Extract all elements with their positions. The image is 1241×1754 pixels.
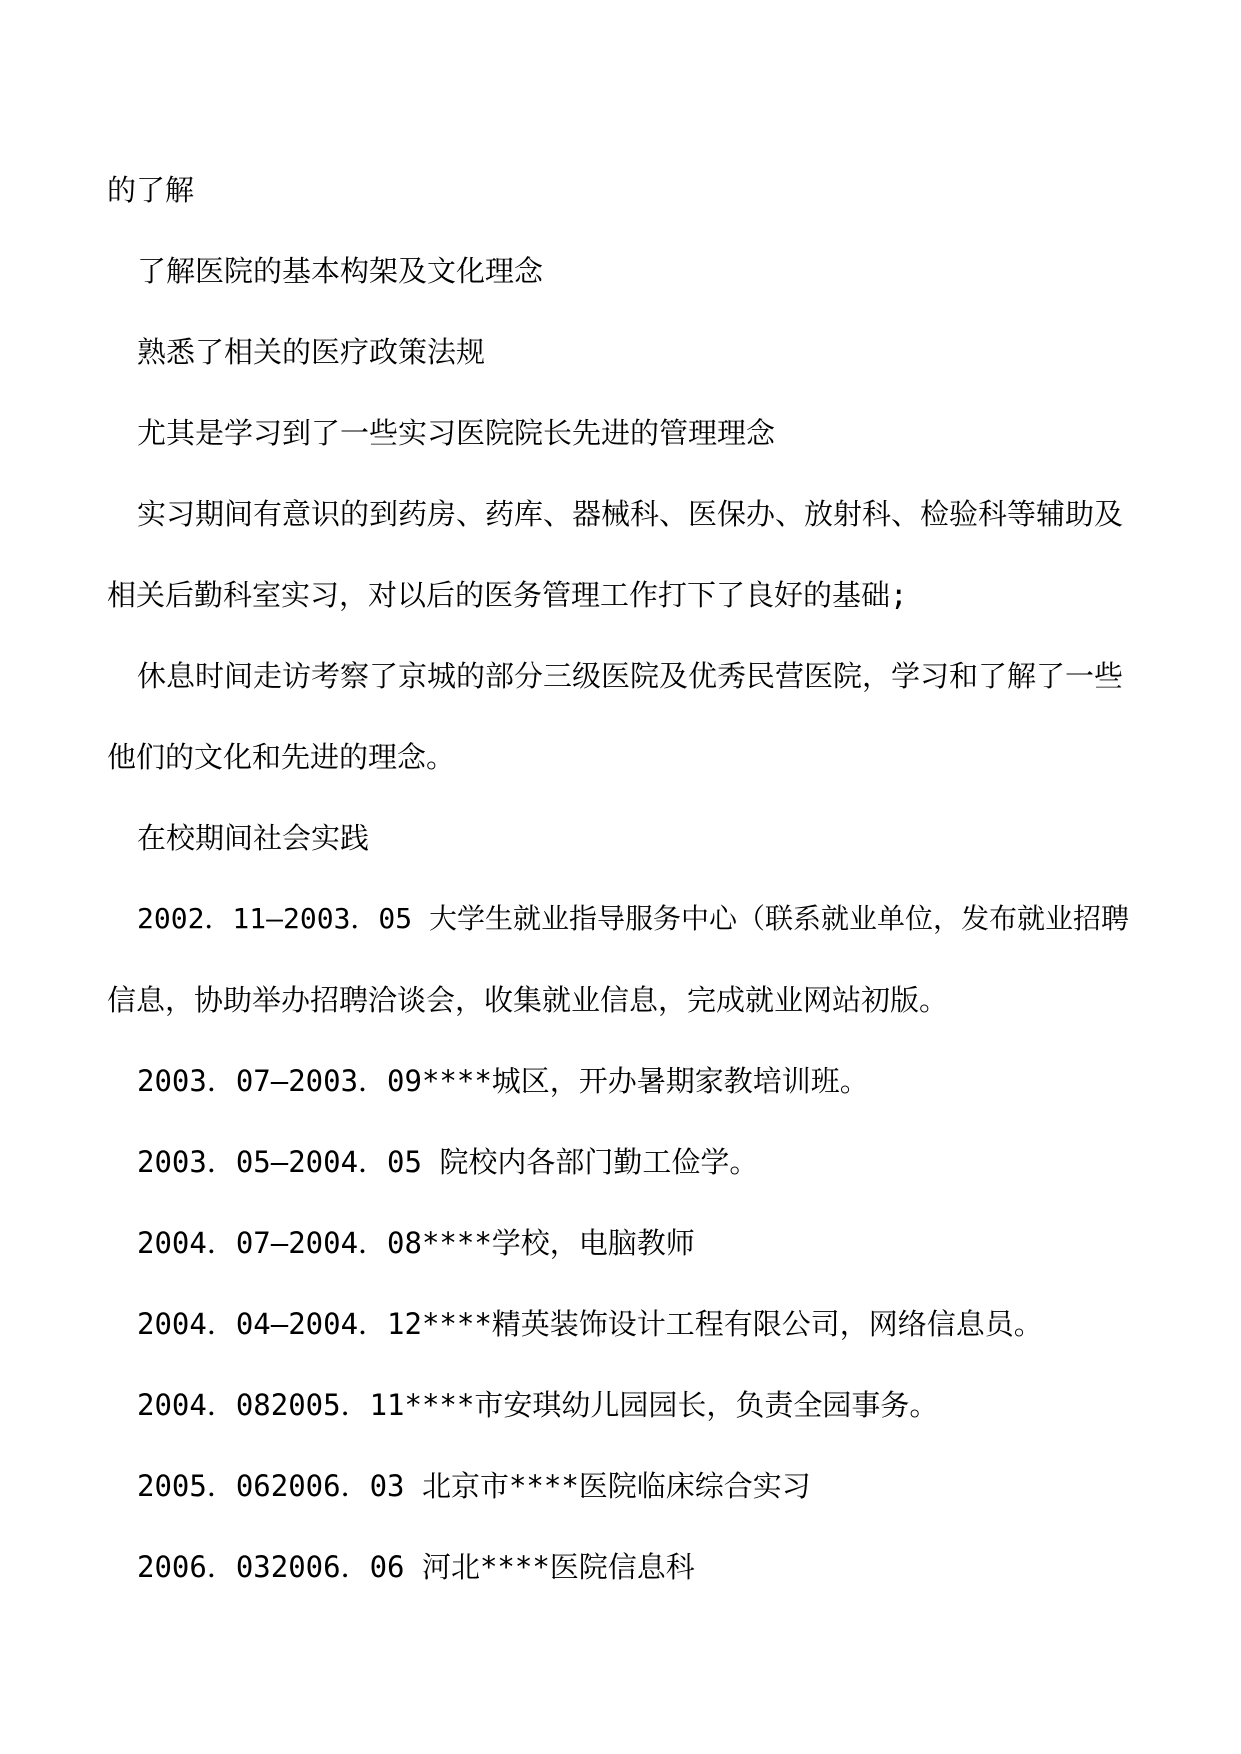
text-line: 尤其是学习到了一些实习医院院长先进的管理理念 — [137, 416, 776, 450]
text-line: 信息，协助举办招聘洽谈会，收集就业信息，完成就业网站初版。 — [107, 983, 949, 1017]
text-line: 熟悉了相关的医疗政策法规 — [137, 335, 486, 369]
text-line: 实习期间有意识的到药房、药库、器械科、医保办、放射科、检验科等辅助及 — [137, 497, 1124, 531]
text-line: 了解医院的基本构架及文化理念 — [137, 254, 544, 288]
text-line: 2003．05—2004．05 院校内各部门勤工俭学。 — [137, 1145, 759, 1179]
text-line: 2005．062006．03 北京市****医院临床综合实习 — [137, 1469, 811, 1503]
text-line: 的了解 — [107, 173, 195, 207]
text-line: 他们的文化和先进的理念。 — [107, 740, 456, 774]
text-line: 2004．04—2004．12****精英装饰设计工程有限公司，网络信息员。 — [137, 1307, 1043, 1341]
text-line: 相关后勤科室实习，对以后的医务管理工作打下了良好的基础; — [107, 578, 908, 612]
text-line: 在校期间社会实践 — [137, 821, 370, 855]
text-line: 2004．082005．11****市安琪幼儿园园长，负责全园事务。 — [137, 1388, 939, 1422]
text-line: 休息时间走访考察了京城的部分三级医院及优秀民营医院，学习和了解了一些 — [137, 659, 1124, 693]
text-line: 2006．032006．06 河北****医院信息科 — [137, 1550, 695, 1584]
text-line: 2004．07—2004．08****学校，电脑教师 — [137, 1226, 695, 1260]
text-line: 2003．07—2003．09****城区，开办暑期家教培训班。 — [137, 1064, 869, 1098]
text-line: 2002．11—2003．05 大学生就业指导服务中心（联系就业单位，发布就业招聘 — [137, 902, 1130, 935]
